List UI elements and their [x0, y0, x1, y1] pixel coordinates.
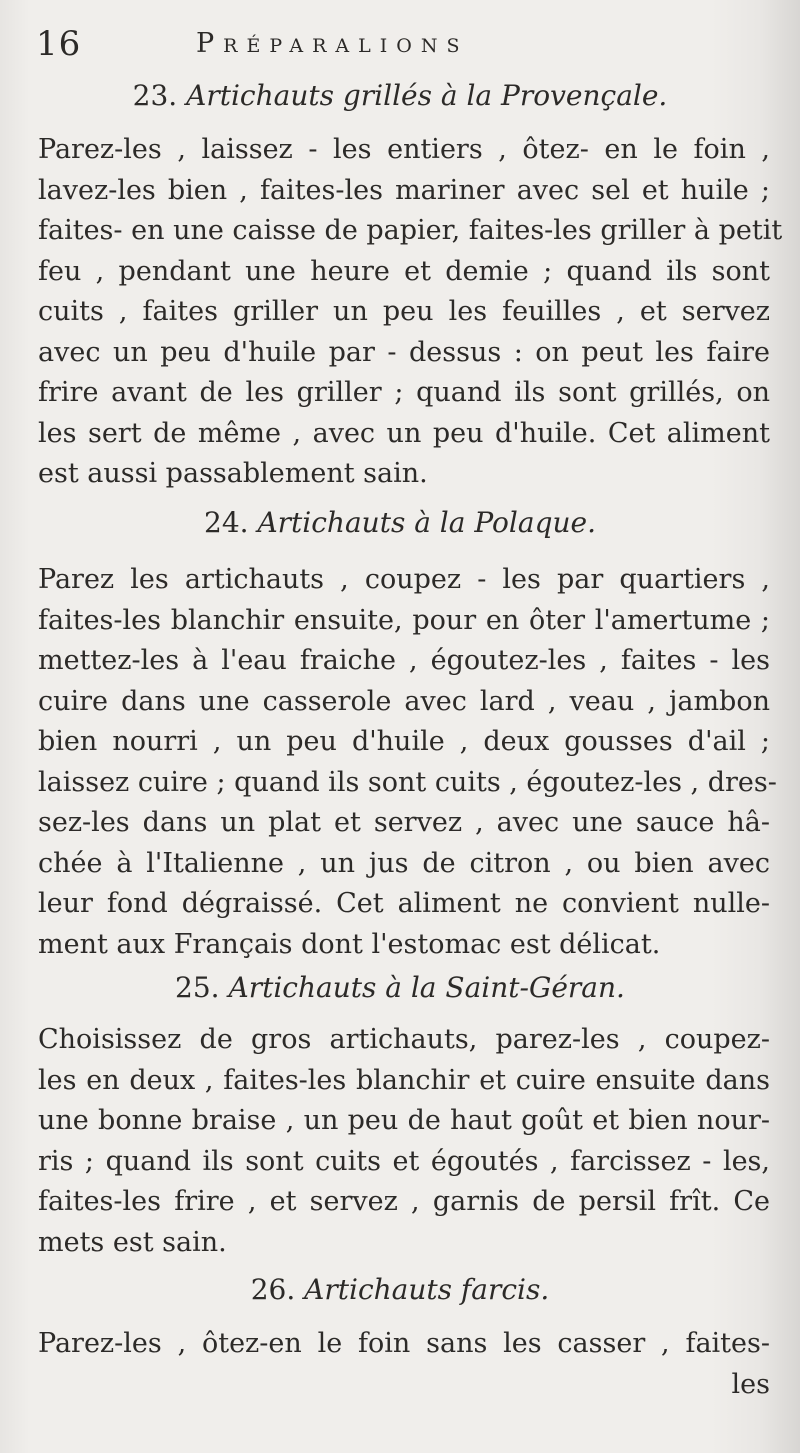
- text-line: sez-les dans un plat et servez , avec une sauce hâ-: [38, 807, 770, 838]
- text-line: mets est sain.: [38, 1226, 227, 1258]
- text-line: laissez cuire ; quand ils sont cuits , égoutez-les , dres-: [38, 766, 777, 798]
- text-line: Choisissez de gros artichauts, parez-les , coupez-: [38, 1024, 770, 1055]
- text-line: leur fond dégraissé. Cet aliment ne convient nulle-: [38, 888, 770, 919]
- section-title: Artichauts grillés à la Provençale.: [186, 79, 668, 112]
- section-heading-24: [0, 505, 800, 541]
- section-heading-26: [0, 1272, 800, 1308]
- page-number: 16: [36, 24, 82, 64]
- text-line: cuire dans une casserole avec lard , veau , jambon: [38, 685, 770, 717]
- text-line: lavez-les bien , faites-les mariner avec sel et huile ;: [38, 174, 770, 206]
- text-line: faites-les frire , et servez , garnis de persil frît. Ce: [38, 1186, 770, 1217]
- text-line: frire avant de les griller ; quand ils sont grillés, on: [38, 377, 770, 408]
- section-number: 26.: [250, 1273, 296, 1306]
- section-body-26: [38, 1324, 770, 1405]
- text-line: cuits , faites griller un peu les feuilles , et servez: [38, 296, 770, 327]
- section-number: 25.: [175, 971, 220, 1004]
- section-body-24: [38, 560, 777, 965]
- running-title: Préparalions: [196, 28, 469, 59]
- section-title: Artichauts à la Polaque.: [257, 506, 596, 539]
- section-body-23: [38, 130, 783, 495]
- text-line: bien nourri , un peu d'huile , deux gousses d'ail ;: [38, 726, 770, 757]
- text-line: les sert de même , avec un peu d'huile. Cet aliment: [38, 417, 770, 449]
- text-line: ment aux Français dont l'estomac est délicat.: [38, 928, 661, 960]
- section-heading-25: [0, 970, 800, 1006]
- text-line: Parez-les , laissez - les entiers , ôtez- en le foin ,: [38, 134, 770, 165]
- running-head: [36, 24, 772, 68]
- catchword: les: [731, 1368, 770, 1400]
- text-line: Parez-les , ôtez-en le foin sans les casser , faites-: [38, 1328, 770, 1359]
- text-line: chée à l'Italienne , un jus de citron , ou bien avec: [38, 847, 770, 879]
- text-line: les en deux , faites-les blanchir et cuire ensuite dans: [38, 1064, 770, 1096]
- text-line: est aussi passablement sain.: [38, 458, 428, 489]
- text-line: faites- en une caisse de papier, faites-les griller à petit: [38, 215, 783, 246]
- text-line: feu , pendant une heure et demie ; quand ils sont: [38, 255, 770, 287]
- text-line: Parez les artichauts , coupez - les par quartiers ,: [38, 564, 770, 595]
- text-line: faites-les blanchir ensuite, pour en ôter l'amertume ;: [38, 604, 770, 636]
- section-number: 23.: [132, 79, 178, 112]
- text-line: une bonne braise , un peu de haut goût et bien nour-: [38, 1105, 770, 1136]
- text-line: avec un peu d'huile par - dessus : on peut les faire: [38, 336, 770, 368]
- text-line: ris ; quand ils sont cuits et égoutés , farcissez - les,: [38, 1145, 770, 1177]
- section-heading-23: [0, 78, 800, 114]
- section-title: Artichauts à la Saint-Géran.: [228, 971, 625, 1004]
- text-line: mettez-les à l'eau fraiche , égoutez-les , faites - les: [38, 645, 770, 676]
- section-title: Artichauts farcis.: [304, 1273, 550, 1306]
- section-number: 24.: [204, 506, 249, 539]
- section-body-25: [38, 1020, 770, 1263]
